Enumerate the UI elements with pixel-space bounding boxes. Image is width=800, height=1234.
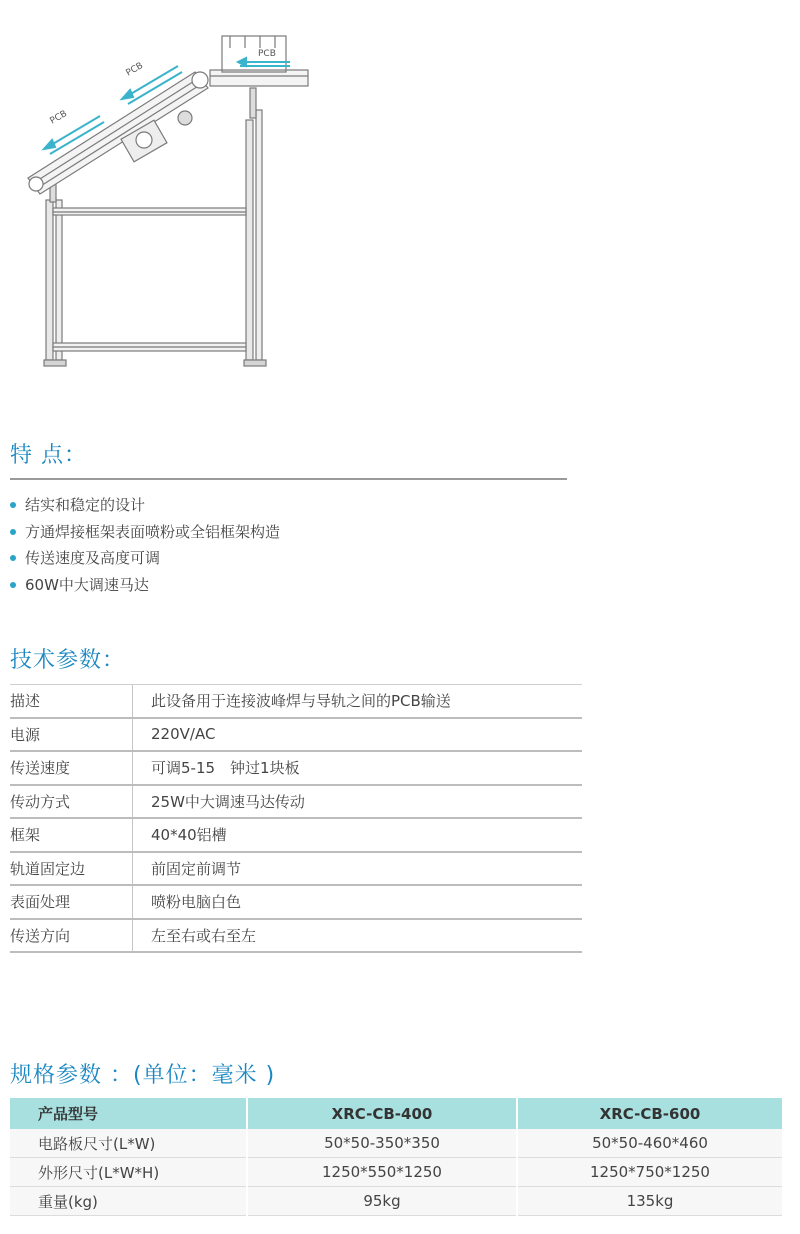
left-foot	[44, 360, 66, 366]
right-foot	[244, 360, 266, 366]
spec-header-row	[10, 1098, 782, 1129]
param-key: 表面处理	[10, 886, 133, 918]
param-key: 电源	[10, 719, 133, 751]
table-row	[10, 819, 582, 853]
pcb-label-1: PCB	[48, 108, 69, 127]
pcb-label-2: PCB	[124, 60, 145, 79]
features-list	[10, 492, 280, 598]
spec-label: 电路板尺寸(L*W)	[10, 1129, 247, 1158]
feature-item: 方通焊接框架表面喷粉或全铝框架构造	[10, 519, 280, 546]
right-leg-back	[256, 110, 262, 360]
spec-value: 1250*550*1250	[247, 1158, 517, 1187]
param-key: 轨道固定边	[10, 853, 133, 885]
conveyor-diagram	[0, 0, 800, 400]
param-value: 前固定前调节	[151, 859, 242, 878]
spec-value: 135kg	[517, 1187, 782, 1216]
spec-value: 95kg	[247, 1187, 517, 1216]
tech-params-table	[10, 684, 582, 953]
param-value: 可调5-15 钟过1块板	[151, 759, 300, 778]
feature-item: 结实和稳定的设计	[10, 492, 280, 519]
bullet-icon	[10, 555, 16, 561]
pcb-label-3: PCB	[258, 49, 276, 59]
bullet-icon	[10, 502, 16, 508]
header-model: 产品型号	[10, 1098, 247, 1129]
table-row	[10, 853, 582, 887]
param-value: 左至右或右至左	[151, 926, 257, 945]
table-row	[10, 1158, 782, 1187]
spec-table	[10, 1098, 782, 1216]
feature-item: 传送速度及高度可调	[10, 545, 280, 572]
table-row	[10, 920, 582, 954]
table-row	[10, 752, 582, 786]
param-value: 喷粉电脑白色	[151, 893, 242, 912]
spec-label: 外形尺寸(L*W*H)	[10, 1158, 247, 1187]
param-value: 40*40铝槽	[151, 826, 227, 845]
spec-label: 重量(kg)	[10, 1187, 247, 1216]
table-row	[10, 719, 582, 753]
param-key: 描述	[10, 685, 133, 717]
param-key: 传送速度	[10, 752, 133, 784]
inclined-conveyor	[28, 72, 208, 194]
bullet-icon	[10, 529, 16, 535]
spec-value: 50*50-460*460	[517, 1129, 782, 1158]
table-row	[10, 1187, 782, 1216]
table-row	[10, 1129, 782, 1158]
bullet-icon	[10, 582, 16, 588]
features-title: 特 点：	[10, 443, 87, 468]
param-key: 传动方式	[10, 786, 133, 818]
feature-item: 60W中大调速马达	[10, 572, 280, 599]
features-divider	[10, 478, 567, 480]
param-key: 传送方向	[10, 920, 133, 952]
param-key: 框架	[10, 819, 133, 851]
param-value: 此设备用于连接波峰焊与导轨之间的PCB输送	[151, 692, 451, 711]
left-leg-front	[46, 200, 53, 360]
left-leg-back	[56, 200, 62, 360]
spec-value: 50*50-350*350	[247, 1129, 517, 1158]
table-row	[10, 786, 582, 820]
param-value: 220V/AC	[151, 725, 216, 744]
right-leg-front	[246, 120, 253, 360]
tech-title: 技术参数：	[10, 648, 126, 673]
spec-title: 规格参数 ：(单位：毫米 )	[10, 1063, 276, 1088]
table-row	[10, 886, 582, 920]
spec-value: 1250*750*1250	[517, 1158, 782, 1187]
header-model-600: XRC-CB-600	[517, 1098, 782, 1129]
param-value: 25W中大调速马达传动	[151, 792, 305, 811]
header-model-400: XRC-CB-400	[247, 1098, 517, 1129]
table-row	[10, 685, 582, 719]
